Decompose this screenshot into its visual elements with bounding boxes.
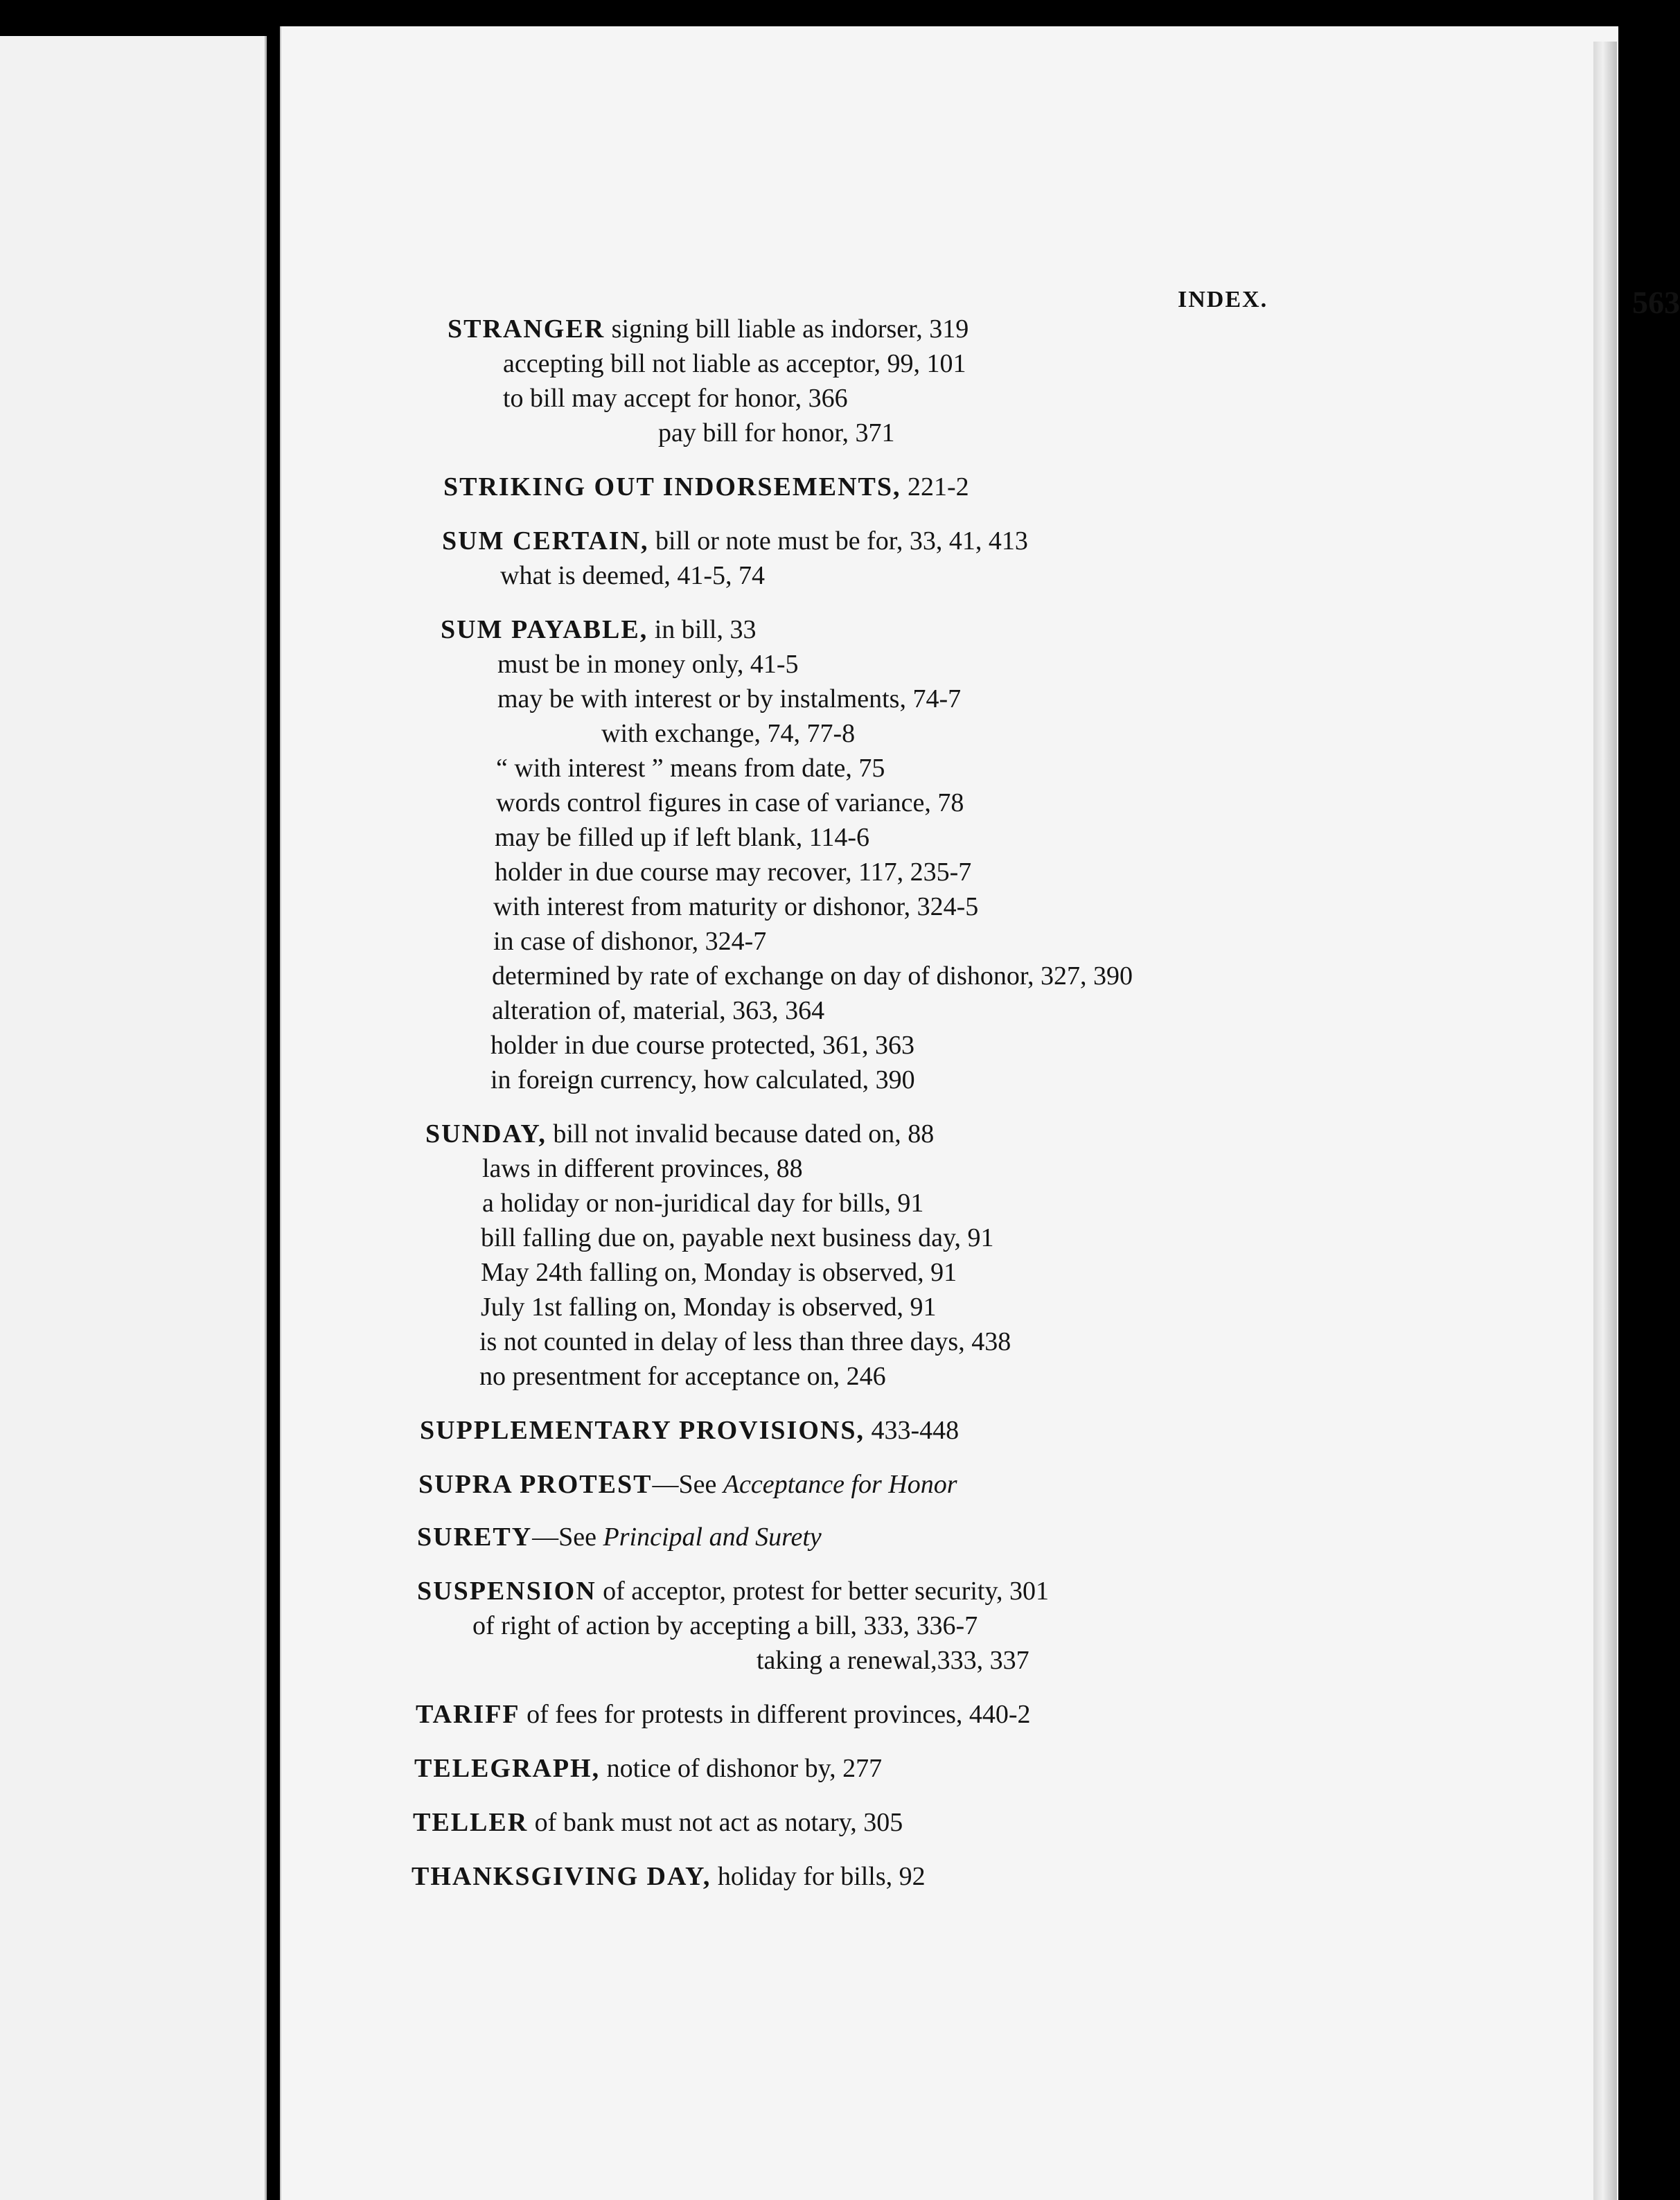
sub-entry: “ with interest ” means from date, 75 xyxy=(496,754,885,783)
sub-entry: determined by rate of exchange on day of dishonor, 327, 390 xyxy=(492,961,1133,991)
entry-heading: SUSPENSION xyxy=(417,1577,596,1606)
index-page xyxy=(280,26,1680,2200)
entry-heading: SUPPLEMENTARY PROVISIONS, xyxy=(420,1416,865,1445)
sub-entry: holder in due course protected, 361, 363 xyxy=(490,1031,915,1060)
entry-heading: TELLER xyxy=(413,1808,529,1837)
sub-entry: to bill may accept for honor, 366 xyxy=(503,384,848,413)
entry-heading: TELEGRAPH, xyxy=(414,1754,601,1783)
entry-line xyxy=(425,1121,934,1147)
sub-entry: is not counted in delay of less than three days, 438 xyxy=(479,1327,1011,1356)
sub-entry: words control figures in case of variance, 78 xyxy=(496,788,964,817)
cross-reference: Acceptance for Honor xyxy=(723,1470,957,1499)
entry-line xyxy=(420,1417,959,1444)
sub-entry: what is deemed, 41-5, 74 xyxy=(500,561,766,590)
page-edge xyxy=(1593,42,1617,2200)
entry-text: 433-448 xyxy=(871,1416,960,1445)
sub-entry: in case of dishonor, 324-7 xyxy=(493,927,767,956)
running-head: INDEX. xyxy=(1178,287,1268,312)
entry-line xyxy=(418,1471,957,1498)
entry-heading: THANKSGIVING DAY, xyxy=(412,1862,711,1891)
entry-text: holiday for bills, 92 xyxy=(717,1862,926,1891)
entry-text: notice of dishonor by, 277 xyxy=(606,1754,883,1783)
entry-text: of bank must not act as notary, 305 xyxy=(534,1808,903,1837)
sub-entry: of right of action by accepting a bill, 333, 336-7 xyxy=(472,1611,978,1640)
entry-text: of acceptor, protest for better security, 301 xyxy=(603,1577,1050,1606)
sub-entry: no presentment for acceptance on, 246 xyxy=(479,1362,886,1391)
sub-entry: laws in different provinces, 88 xyxy=(482,1154,803,1183)
sub-entry: alteration of, material, 363, 364 xyxy=(492,996,825,1025)
sub-entry: a holiday or non-juridical day for bills, 91 xyxy=(482,1189,924,1218)
entry-text: signing bill liable as indorser, 319 xyxy=(611,314,969,344)
sub-entry: holder in due course may recover, 117, 235-7 xyxy=(495,858,972,887)
entry-heading: SUNDAY, xyxy=(425,1119,547,1148)
entry-line xyxy=(412,1863,926,1890)
sub-entry: taking a renewal,333, 337 xyxy=(757,1646,1029,1675)
sub-entry: must be in money only, 41-5 xyxy=(497,650,799,679)
entry-text: in bill, 33 xyxy=(654,615,757,644)
entry-line xyxy=(441,616,756,643)
entry-text: 221-2 xyxy=(908,472,969,502)
entry-heading: SUM PAYABLE, xyxy=(441,615,648,644)
entry-line xyxy=(414,1755,882,1782)
page-number: 563 xyxy=(1632,285,1680,320)
sub-entry: in foreign currency, how calculated, 390 xyxy=(490,1065,915,1094)
entry-heading: STRIKING OUT INDORSEMENTS, xyxy=(443,472,901,502)
entry-heading: SUM CERTAIN, xyxy=(442,526,649,556)
sub-entry: accepting bill not liable as acceptor, 99, 101 xyxy=(503,349,966,378)
sub-entry: with exchange, 74, 77-8 xyxy=(601,719,856,748)
cross-reference: Principal and Surety xyxy=(603,1523,822,1552)
entry-line xyxy=(416,1701,1031,1728)
entry-heading: SURETY xyxy=(417,1523,533,1552)
sub-entry: may be with interest or by instalments, 74-7 xyxy=(497,684,962,713)
entry-line xyxy=(413,1809,903,1836)
entry-text: —See xyxy=(652,1470,717,1499)
entry-line xyxy=(448,316,969,342)
sub-entry: with interest from maturity or dishonor, 324-5 xyxy=(493,892,979,921)
sub-entry: may be filled up if left blank, 114-6 xyxy=(495,823,869,852)
sub-entry: May 24th falling on, Monday is observed, 91 xyxy=(481,1258,957,1287)
entry-line xyxy=(417,1524,822,1550)
entry-line xyxy=(443,474,969,500)
entry-line xyxy=(417,1578,1049,1604)
entry-heading: TARIFF xyxy=(416,1700,520,1729)
entry-heading: STRANGER xyxy=(448,314,605,344)
entry-text: bill not invalid because dated on, 88 xyxy=(553,1119,935,1148)
entry-text: —See xyxy=(532,1523,597,1552)
entry-line xyxy=(442,528,1028,554)
entry-heading: SUPRA PROTEST xyxy=(418,1470,653,1499)
entry-text: bill or note must be for, 33, 41, 413 xyxy=(655,526,1028,556)
sub-entry: pay bill for honor, 371 xyxy=(658,418,895,447)
facing-page xyxy=(0,36,267,2200)
entry-text: of fees for protests in different provinces, 440-2 xyxy=(527,1700,1031,1729)
sub-entry: July 1st falling on, Monday is observed, 91 xyxy=(481,1293,937,1322)
sub-entry: bill falling due on, payable next business day, 91 xyxy=(481,1223,994,1252)
